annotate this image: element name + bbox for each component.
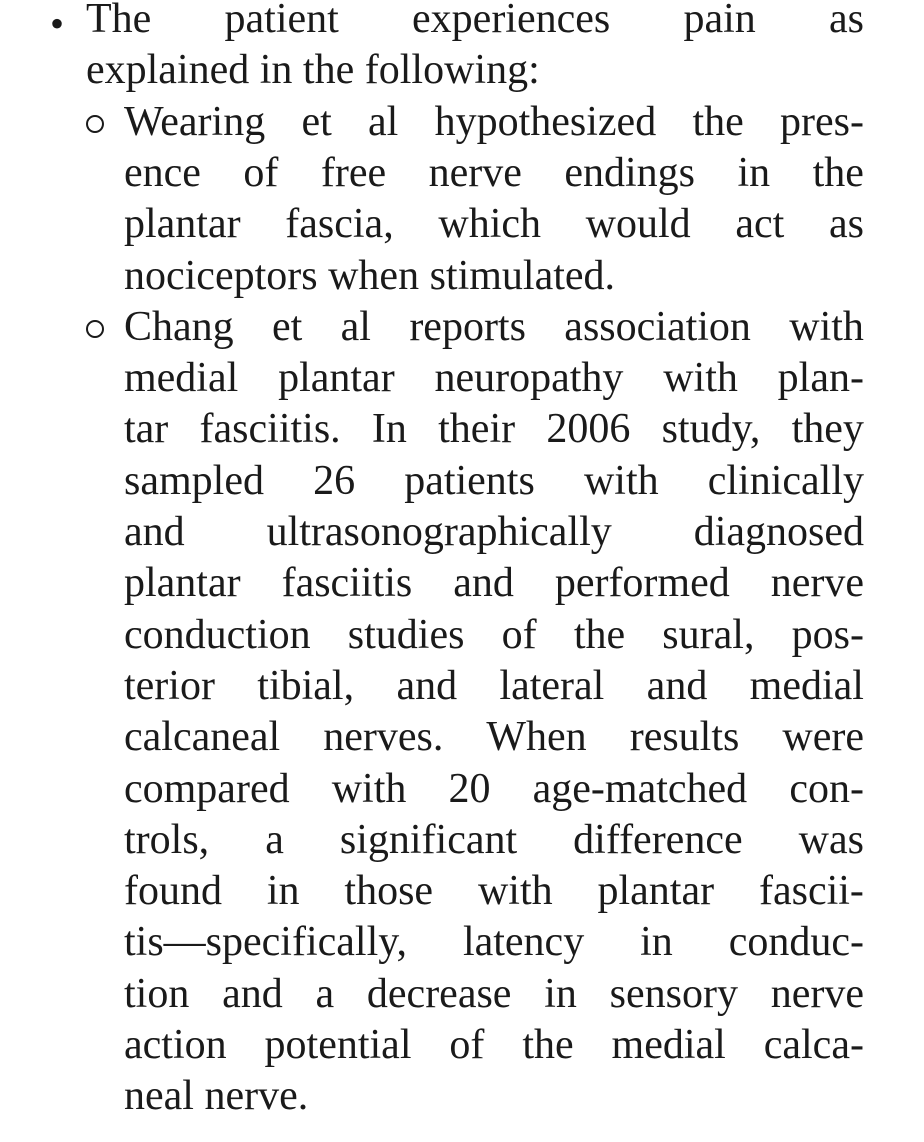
word: con-	[789, 765, 864, 812]
word: found	[124, 868, 222, 915]
word: tis—specifically,	[124, 919, 408, 966]
word: pain	[683, 0, 756, 42]
sub-bullet-circle-icon	[86, 320, 104, 338]
sub-bullet-circle-icon	[86, 115, 104, 133]
sub-item-text-line	[124, 866, 864, 917]
word: plantar	[124, 560, 241, 607]
bullet-text-line	[86, 0, 864, 45]
word: 2006	[546, 406, 631, 453]
word: et	[301, 98, 332, 145]
word: action	[124, 1022, 227, 1068]
word: with	[477, 868, 553, 915]
word: age-matched	[532, 765, 748, 812]
word: a	[315, 970, 335, 1017]
word: and	[646, 662, 708, 709]
sub-item-text-line	[124, 661, 864, 712]
word: trols,	[124, 816, 210, 863]
word: ence	[124, 149, 201, 196]
word: with	[789, 303, 864, 350]
word: with	[663, 355, 738, 402]
sub-item-text-line	[124, 1071, 308, 1122]
word: pres-	[780, 98, 864, 145]
sub-item-text-line	[124, 712, 864, 763]
word: endings	[564, 149, 696, 196]
sub-item-text-line	[124, 969, 864, 1020]
word: sensory	[609, 970, 738, 1017]
word: of	[243, 149, 279, 196]
word: sampled	[124, 457, 264, 504]
word: plantar	[124, 201, 241, 248]
word: compared	[124, 765, 290, 812]
word: would	[585, 201, 691, 248]
word: was	[798, 816, 864, 863]
sub-item-text-line	[124, 97, 864, 148]
word: fasciitis.	[199, 406, 341, 453]
word: free	[320, 149, 387, 196]
sub-item-text-line	[124, 507, 864, 558]
word: al	[340, 303, 371, 350]
word: et	[272, 303, 303, 350]
word: medial	[611, 1022, 726, 1068]
sub-item-text-line	[124, 558, 864, 609]
word: conduc-	[728, 919, 864, 966]
word: terior	[124, 662, 215, 709]
sub-item-text-line	[124, 199, 864, 250]
word: nerves.	[323, 714, 444, 761]
word: the	[522, 1022, 574, 1068]
word: the	[692, 98, 744, 145]
word: tibial,	[257, 662, 355, 709]
word: significant	[339, 816, 518, 863]
word: nociceptors when stimulated.	[124, 252, 616, 299]
word: the	[573, 611, 626, 658]
word: When	[486, 714, 587, 761]
word: nerve	[770, 970, 864, 1017]
bullet-marker: •	[50, 1, 65, 46]
bullet-text-line	[86, 45, 540, 96]
word: medial	[124, 355, 239, 402]
word: clinically	[707, 457, 864, 504]
word: and	[222, 970, 283, 1017]
word: explained in the following:	[86, 47, 540, 94]
word: patients	[404, 457, 535, 504]
word: 20	[448, 765, 491, 812]
word: In	[371, 406, 407, 453]
word: the	[812, 149, 864, 196]
sub-item-text-line	[124, 610, 864, 661]
word: lateral	[499, 662, 605, 709]
word: they	[791, 406, 864, 453]
word: in	[544, 970, 577, 1017]
word: Wearing	[124, 98, 266, 145]
word: and	[396, 662, 458, 709]
word: ultrasonographically	[266, 509, 612, 555]
word: which	[438, 201, 542, 248]
word: fasciitis	[281, 560, 413, 607]
word: Chang	[124, 303, 234, 350]
word: and	[124, 509, 185, 555]
sub-item-text-line	[124, 148, 864, 199]
word: were	[782, 714, 864, 761]
word: results	[629, 714, 740, 761]
word: with	[583, 457, 659, 504]
word: of	[501, 611, 537, 658]
word: calcaneal	[124, 714, 281, 761]
word: their	[438, 406, 516, 453]
sub-item-text-line	[124, 815, 864, 866]
word: medial	[749, 662, 864, 709]
word: plantar	[278, 355, 395, 402]
word: neal nerve.	[124, 1073, 309, 1120]
word: act	[735, 201, 785, 248]
word: association	[564, 303, 751, 350]
word: reports	[409, 303, 526, 350]
sub-item-text-line	[124, 917, 864, 968]
sub-item-text-line	[124, 456, 864, 507]
word: of	[449, 1022, 485, 1068]
word: nerve	[428, 149, 522, 196]
sub-item-text-line	[124, 302, 864, 353]
word: sural,	[662, 611, 755, 658]
word: as	[829, 0, 864, 42]
word: studies	[347, 611, 465, 658]
word: pos-	[791, 611, 864, 658]
word: diagnosed	[693, 509, 864, 555]
word: plan-	[777, 355, 864, 402]
word: al	[368, 98, 399, 145]
word: difference	[573, 816, 743, 863]
word: nerve	[770, 560, 864, 607]
word: plantar	[597, 868, 715, 915]
sub-item-text-line	[124, 251, 615, 302]
word: in	[640, 919, 673, 966]
word: and	[453, 560, 514, 607]
word: The	[86, 0, 152, 42]
word: tion	[124, 970, 190, 1017]
word: latency	[462, 919, 585, 966]
sub-item-text-line	[124, 1020, 864, 1071]
word: hypothesized	[434, 98, 657, 145]
word: those	[344, 868, 434, 915]
word: neuropathy	[434, 355, 624, 402]
word: a	[265, 816, 284, 863]
word: tar	[124, 406, 169, 453]
word: patient	[224, 0, 339, 42]
sub-item-text-line	[124, 404, 864, 455]
word: study,	[661, 406, 761, 453]
word: calca-	[763, 1022, 864, 1068]
word: in	[737, 149, 771, 196]
word: as	[828, 201, 864, 248]
word: potential	[264, 1022, 412, 1068]
word: in	[266, 868, 300, 915]
word: with	[331, 765, 407, 812]
sub-item-text-line	[124, 764, 864, 815]
word: 26	[313, 457, 356, 504]
word: fascii-	[758, 868, 864, 915]
word: decrease	[366, 970, 512, 1017]
word: conduction	[124, 611, 311, 658]
sub-item-text-line	[124, 353, 864, 404]
word: performed	[554, 560, 730, 607]
word: fascia,	[285, 201, 394, 248]
word: experiences	[412, 0, 611, 42]
